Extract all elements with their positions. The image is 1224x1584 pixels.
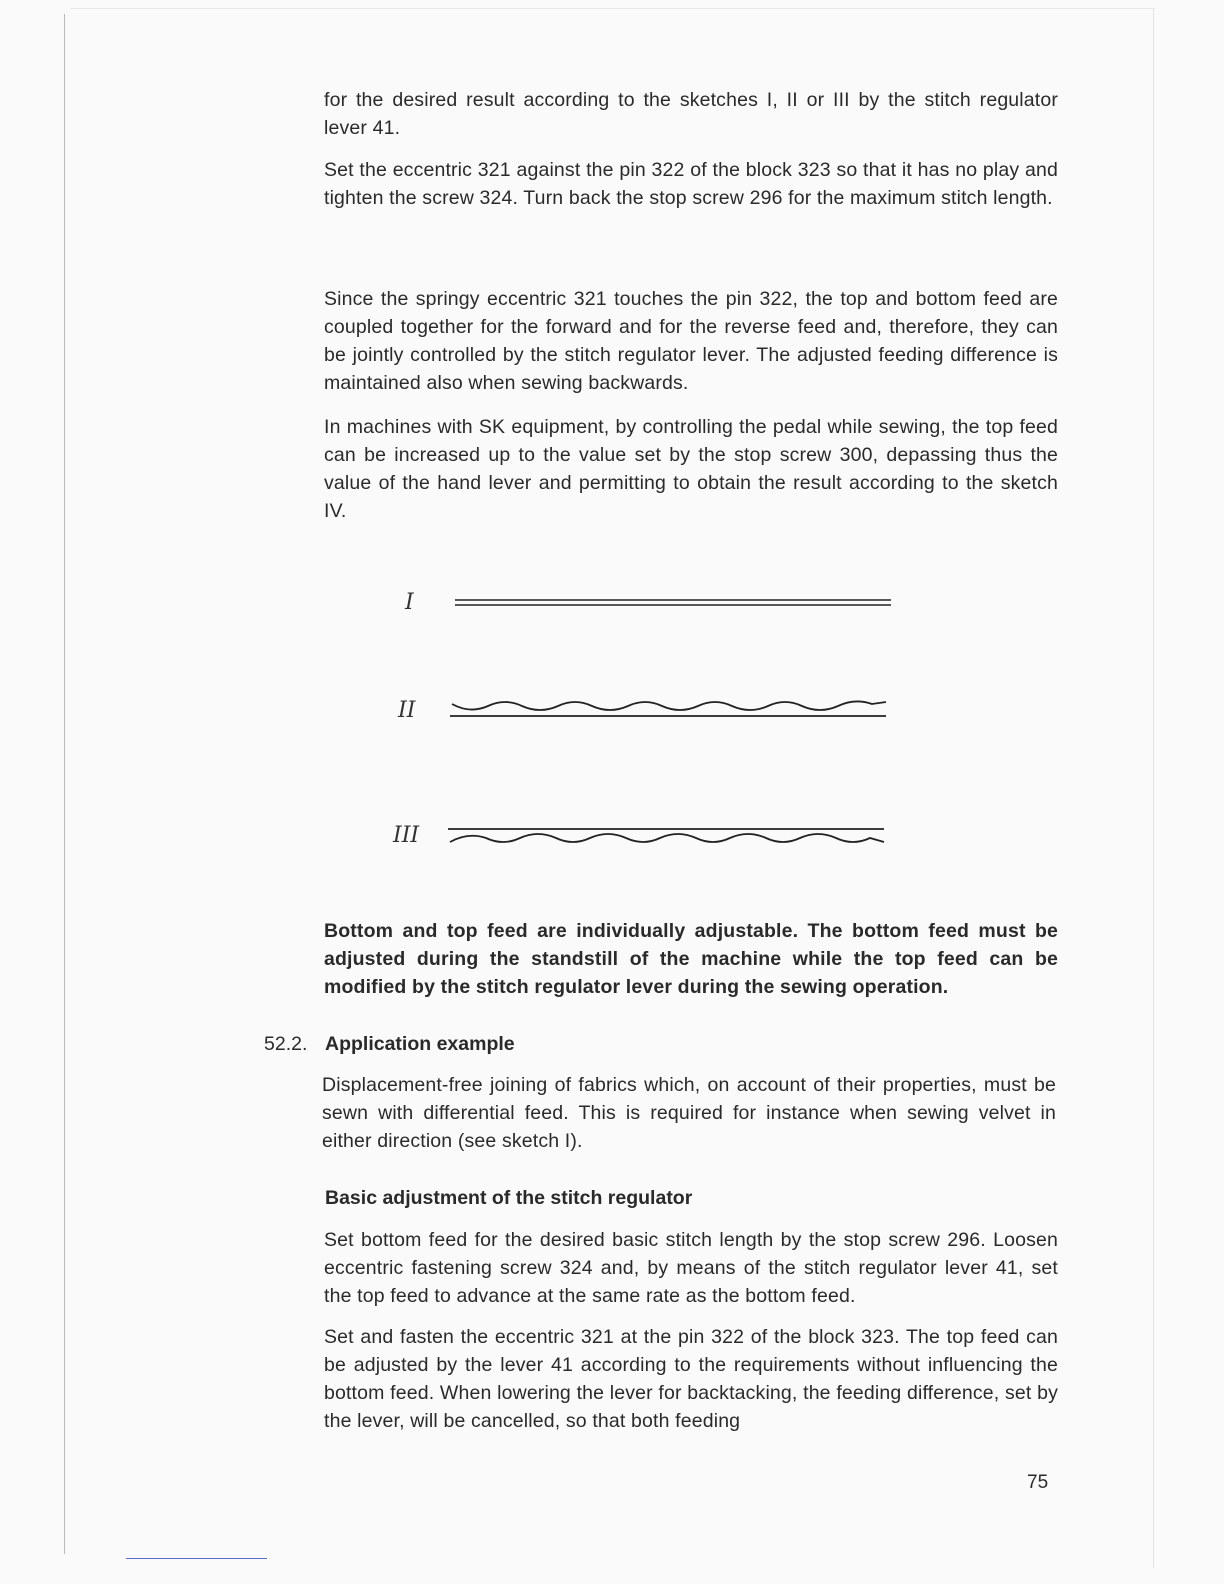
scan-mark	[126, 1558, 267, 1559]
paragraph-7: Set bottom feed for the desired basic stitch length by the stop screw 296. Loosen eccentric fastening screw 324 and, by means of the stitch regulator lever 41, set the top feed to advance at the same rate as the bottom feed.	[324, 1229, 1058, 1307]
page-number: 75	[1027, 1472, 1049, 1493]
paragraph-4: In machines with SK equipment, by controlling the pedal while sewing, the top feed can be increased up to the value set by the stop screw 300, depassing thus the value of the hand lever and permitting to obtain the result according to the sketch IV.	[324, 416, 1058, 522]
section-number: 52.2.	[264, 1033, 308, 1055]
page-edge-top	[70, 8, 1155, 9]
paragraph-3: Since the springy eccentric 321 touches the pin 322, the top and bottom feed are coupled together for the forward and for the reverse feed and, therefore, they can be jointly controlled by the stitch regulator lever. The adjusted feeding difference is maintained also when sewing backwards.	[324, 288, 1058, 394]
paragraph-6: Displacement-free joining of fabrics which, on account of their properties, must be sewn with differential feed. This is required for instance when sewing velvet in either direction (see sketch I).	[322, 1074, 1056, 1152]
paragraph-1: for the desired result according to the sketches I, II or III by the stitch regulator lever 41.	[324, 89, 1058, 139]
paragraph-2: Set the eccentric 321 against the pin 322 of the block 323 so that it has no play and tighten the screw 324. Turn back the stop screw 296 for the maximum stitch length.	[324, 159, 1058, 209]
sketch-1-diagram	[455, 596, 895, 612]
sketch-2-diagram	[450, 694, 895, 724]
section-title: Application example	[325, 1033, 515, 1055]
sketch-label-2: II	[398, 698, 416, 723]
sketch-label-1: I	[405, 590, 414, 615]
sketch-label-3: III	[393, 823, 420, 848]
paragraph-8: Set and fasten the eccentric 321 at the pin 322 of the block 323. The top feed can be adjusted by the lever 41 according to the requirements without influencing the bottom feed. When lowering the lever for backtacking, the feeding difference, set by the lever, will be cancelled, so that both feeding	[324, 1326, 1058, 1432]
sketch-3-diagram	[448, 826, 893, 852]
page-edge-left	[64, 14, 65, 1554]
page-edge-right	[1153, 8, 1154, 1568]
note-paragraph: Bottom and top feed are individually adjustable. The bottom feed must be adjusted during the standstill of the machine while the top feed can be modified by the stitch regulator lever during the sewing operation.	[324, 920, 1058, 998]
subheading: Basic adjustment of the stitch regulator	[325, 1187, 693, 1209]
